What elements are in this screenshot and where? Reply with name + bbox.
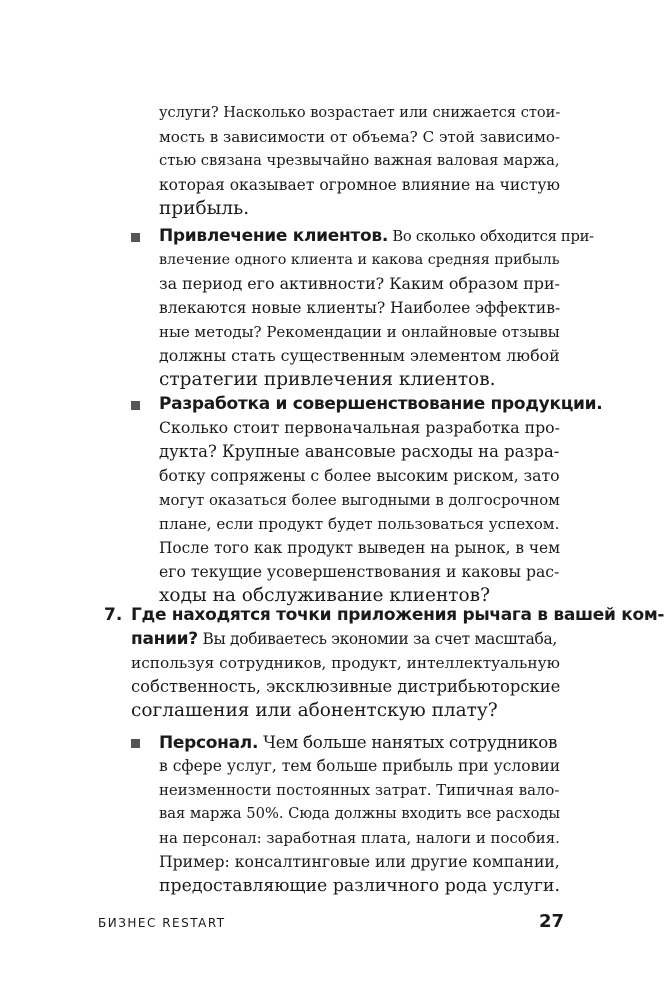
item-line: используя сотрудников, продукт, интеллектуальную bbox=[131, 654, 560, 672]
bullet-line: ные методы? Рекомендации и онлайновые отзывы bbox=[159, 323, 560, 341]
item-heading-continuation: пании? bbox=[131, 629, 198, 649]
bullet-line: дукта? Крупные авансовые расходы на разра- bbox=[159, 442, 560, 461]
bullet-line: Сколько стоит первоначальная разработка про- bbox=[159, 418, 560, 437]
bullet-line: Пример: консалтинговые или другие компании, bbox=[159, 852, 560, 871]
bullet-first-line bbox=[159, 224, 594, 249]
bullet-heading: Привлечение клиентов. bbox=[159, 226, 388, 246]
square-bullet-icon bbox=[131, 401, 140, 410]
paragraph-line: мость в зависимости от объема? С этой зависимо- bbox=[159, 128, 561, 146]
bullet-line: на персонал: заработная плата, налоги и пособия. bbox=[159, 829, 560, 847]
bullet-first-line bbox=[159, 392, 602, 416]
item-heading-line bbox=[131, 603, 664, 628]
bullet-line: предоставляющие различного рода услуги. bbox=[159, 876, 560, 896]
bullet-line: вая маржа 50%. Сюда должны входить все расходы bbox=[159, 805, 561, 822]
paragraph-line: стью связана чрезвычайно важная валовая маржа, bbox=[159, 152, 560, 169]
bullet-heading: Разработка и совершенствование продукции. bbox=[159, 394, 603, 414]
item-line bbox=[131, 627, 557, 651]
bullet-line: После того как продукт выведен на рынок, в чем bbox=[159, 539, 561, 557]
bullet-first-line bbox=[159, 730, 557, 755]
item-line: собственность, эксклюзивные дистрибьюторские bbox=[131, 677, 561, 696]
bullet-line: должны стать существенным элементом любой bbox=[159, 346, 560, 365]
item-heading: Где находятся точки приложения рычага в вашей ком- bbox=[131, 605, 664, 625]
page-number: 27 bbox=[539, 911, 565, 932]
item-line: соглашения или абонентскую плату? bbox=[131, 700, 498, 721]
bullet-first-line-text: Во сколько обходится при- bbox=[387, 228, 594, 245]
running-footer-book-title: БИЗНЕС RESTART bbox=[98, 916, 226, 930]
bullet-line: стратегии привлечения клиентов. bbox=[159, 369, 496, 390]
bullet-heading: Персонал. bbox=[159, 733, 259, 753]
bullet-line: плане, если продукт будет пользоваться успехом. bbox=[159, 515, 560, 533]
bullet-line: влечение одного клиента и какова средняя прибыль bbox=[159, 252, 560, 268]
bullet-line: ботку сопряжены с более высоким риском, зато bbox=[159, 466, 560, 485]
bullet-line: могут оказаться более выгодными в долгосрочном bbox=[159, 491, 560, 509]
item-line-text: Вы добиваетесь экономии за счет масштаба, bbox=[197, 630, 557, 648]
bullet-line: за период его активности? Каким образом при- bbox=[159, 274, 560, 293]
paragraph-line: которая оказывает огромное влияние на чистую bbox=[159, 176, 560, 194]
square-bullet-icon bbox=[131, 739, 140, 748]
paragraph-line: прибыль. bbox=[159, 198, 250, 219]
bullet-line: влекаются новые клиенты? Наиболее эффектив- bbox=[159, 299, 561, 317]
square-bullet-icon bbox=[131, 233, 140, 242]
bullet-first-line-text: Чем больше нанятых сотрудников bbox=[258, 732, 558, 752]
bullet-line: неизменности постоянных затрат. Типичная вало- bbox=[159, 781, 560, 799]
bullet-line: ходы на обслуживание клиентов? bbox=[159, 585, 490, 606]
paragraph-line: услуги? Насколько возрастает или снижается стои- bbox=[159, 104, 561, 121]
bullet-line: его текущие усовершенствования и каковы рас- bbox=[159, 562, 560, 581]
item-number: 7. bbox=[104, 605, 123, 625]
bullet-line: в сфере услуг, тем больше прибыль при условии bbox=[159, 757, 561, 775]
